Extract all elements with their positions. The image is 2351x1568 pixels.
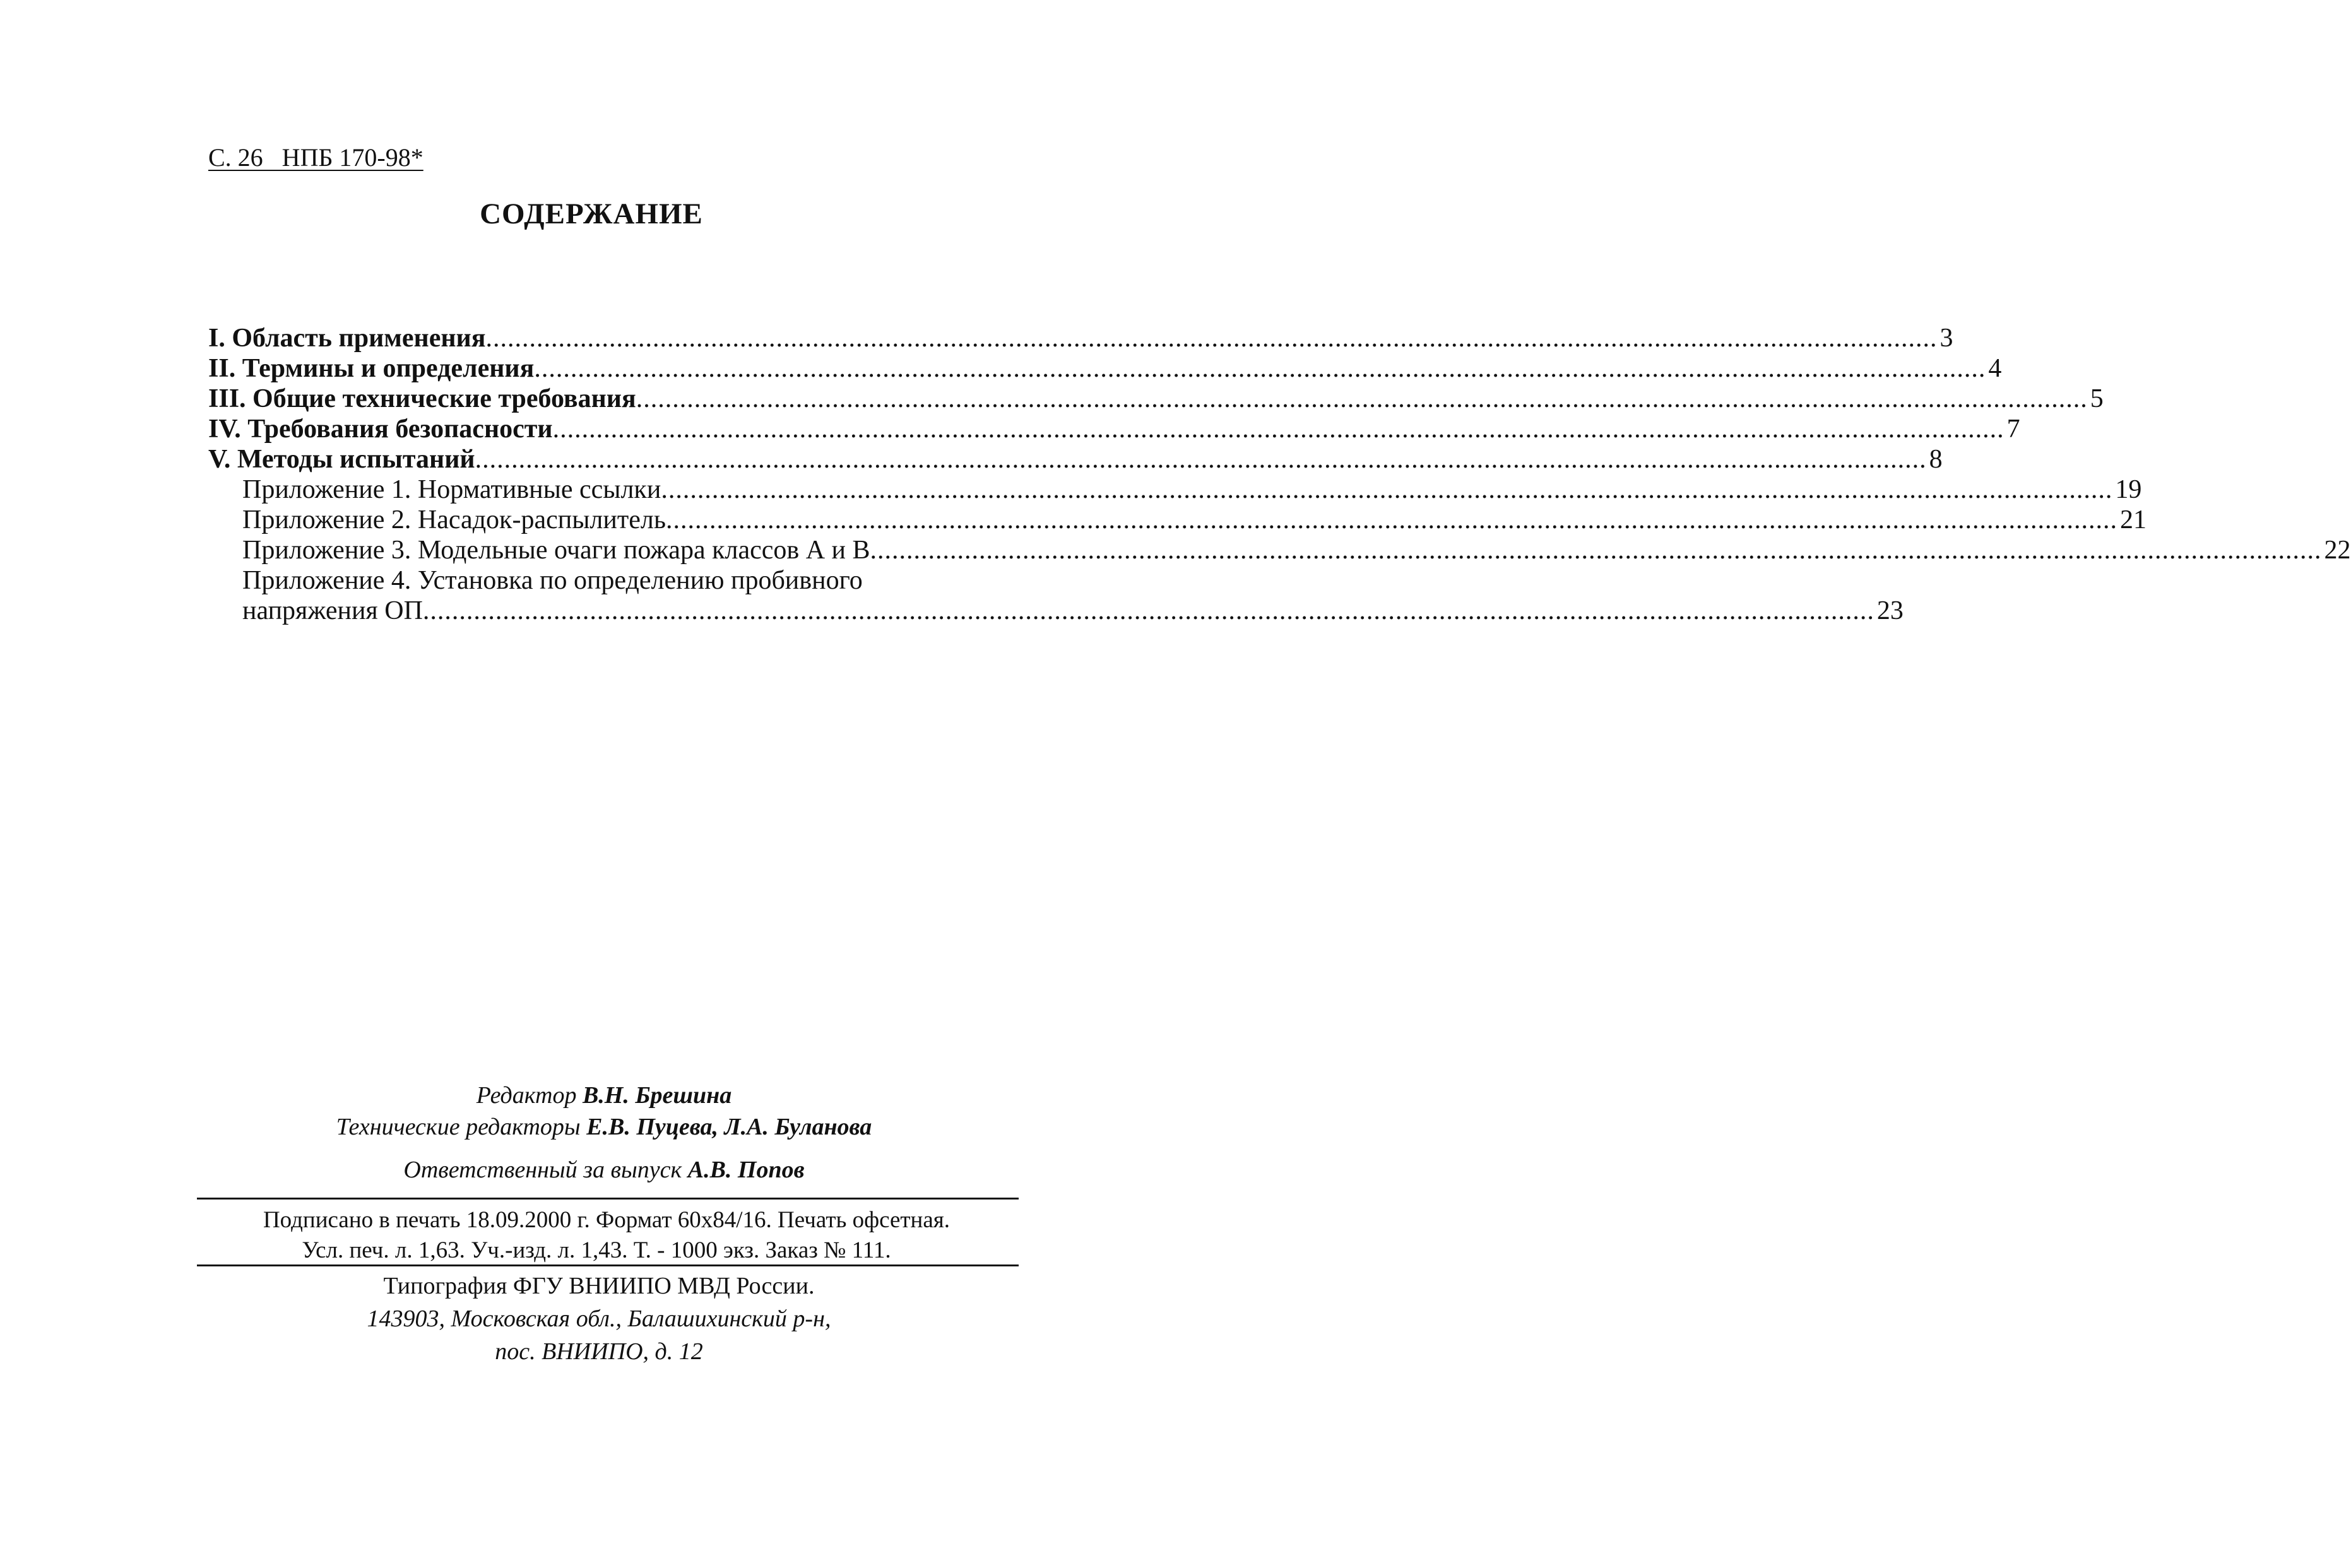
toc-leader-dots: ........................................................................................................................................................................................................ [475, 445, 1927, 474]
toc-entry-label: Приложение 4. Установка по определению пробивного [242, 566, 863, 595]
toc-entry-appendix-4-line1[interactable] [208, 565, 1016, 596]
toc-entry-section-5[interactable] [208, 444, 1943, 475]
toc-leader-dots: ........................................................................................................................................................................................................ [485, 324, 1938, 353]
table-of-contents [208, 323, 2351, 626]
toc-entry-page: 19 [2115, 475, 2142, 504]
toc-entry-appendix-3[interactable] [208, 535, 2351, 565]
document-title: СОДЕРЖАНИЕ [480, 197, 703, 230]
page-header: С. 26 НПБ 170-98* [208, 143, 423, 172]
editor-name: В.Н. Брешина [582, 1082, 732, 1109]
toc-entry-appendix-2[interactable] [208, 505, 2147, 535]
toc-entry-page: 5 [2090, 384, 2104, 413]
toc-entry-appendix-1[interactable] [208, 475, 2142, 505]
toc-entry-label: V. Методы испытаний [208, 445, 475, 474]
printing-address-line-2: пос. ВНИИПО, д. 12 [495, 1338, 703, 1365]
toc-entry-label: напряжения ОП [242, 596, 423, 625]
responsible-credit [13, 1156, 1195, 1184]
tech-editors-names: Е.В. Пуцева, Л.А. Буланова [586, 1114, 872, 1140]
print-info-line-1: Подписано в печать 18.09.2000 г. Формат 60x84/16. Печать офсетная. [263, 1207, 950, 1233]
toc-entry-label: II. Термины и определения [208, 354, 535, 383]
toc-entry-section-2[interactable] [208, 353, 2002, 384]
toc-entry-page: 8 [1929, 445, 1943, 474]
toc-entry-label: Приложение 2. Насадок-распылитель [242, 505, 666, 534]
toc-leader-dots: ........................................................................................................................................................................................................ [422, 596, 1874, 625]
toc-entry-section-3[interactable] [208, 384, 2104, 414]
toc-entry-page: 21 [2119, 505, 2147, 534]
divider-top [197, 1198, 1019, 1200]
toc-entry-page: 4 [1988, 354, 2002, 383]
toc-leader-dots: ........................................................................................................................................................................................................ [661, 475, 2113, 504]
toc-leader-dots: ........................................................................................................................................................................................................ [870, 536, 2322, 565]
toc-leader-dots: ........................................................................................................................................................................................................ [636, 384, 2088, 413]
toc-entry-page: 22 [2324, 536, 2351, 565]
editor-credit [13, 1082, 1195, 1109]
editor-role: Редактор [476, 1082, 577, 1109]
tech-editors-credit [13, 1113, 1195, 1141]
responsible-role: Ответственный за выпуск [403, 1157, 682, 1183]
toc-entry-label: Приложение 1. Нормативные ссылки [242, 475, 661, 504]
tech-editors-role: Технические редакторы [336, 1114, 581, 1140]
printing-house: Типография ФГУ ВНИИПО МВД России. [383, 1273, 815, 1299]
toc-leader-dots: ........................................................................................................................................................................................................ [552, 415, 2005, 444]
toc-entry-label: IV. Требования безопасности [208, 415, 553, 444]
toc-entry-page: 23 [1876, 596, 1904, 625]
toc-entry-section-4[interactable] [208, 414, 2020, 444]
toc-entry-page: 3 [1939, 324, 1953, 353]
toc-entry-section-1[interactable] [208, 323, 1953, 353]
toc-entry-label: Приложение 3. Модельные очаги пожара классов А и В [242, 536, 870, 565]
toc-entry-label: III. Общие технические требования [208, 384, 636, 413]
divider-bottom [197, 1264, 1019, 1266]
toc-entry-appendix-4-line2[interactable] [208, 596, 1904, 626]
printing-address-line-1: 143903, Московская обл., Балашихинский р-н, [367, 1306, 831, 1332]
responsible-name: А.В. Попов [687, 1157, 805, 1183]
toc-entry-label: I. Область применения [208, 324, 486, 353]
toc-entry-page: 7 [2006, 415, 2020, 444]
print-info-line-2: Усл. печ. л. 1,63. Уч.-изд. л. 1,43. Т. - 1000 экз. Заказ № 111. [302, 1237, 891, 1263]
toc-leader-dots: ........................................................................................................................................................................................................ [534, 354, 1986, 383]
toc-leader-dots: ........................................................................................................................................................................................................ [665, 505, 2117, 534]
